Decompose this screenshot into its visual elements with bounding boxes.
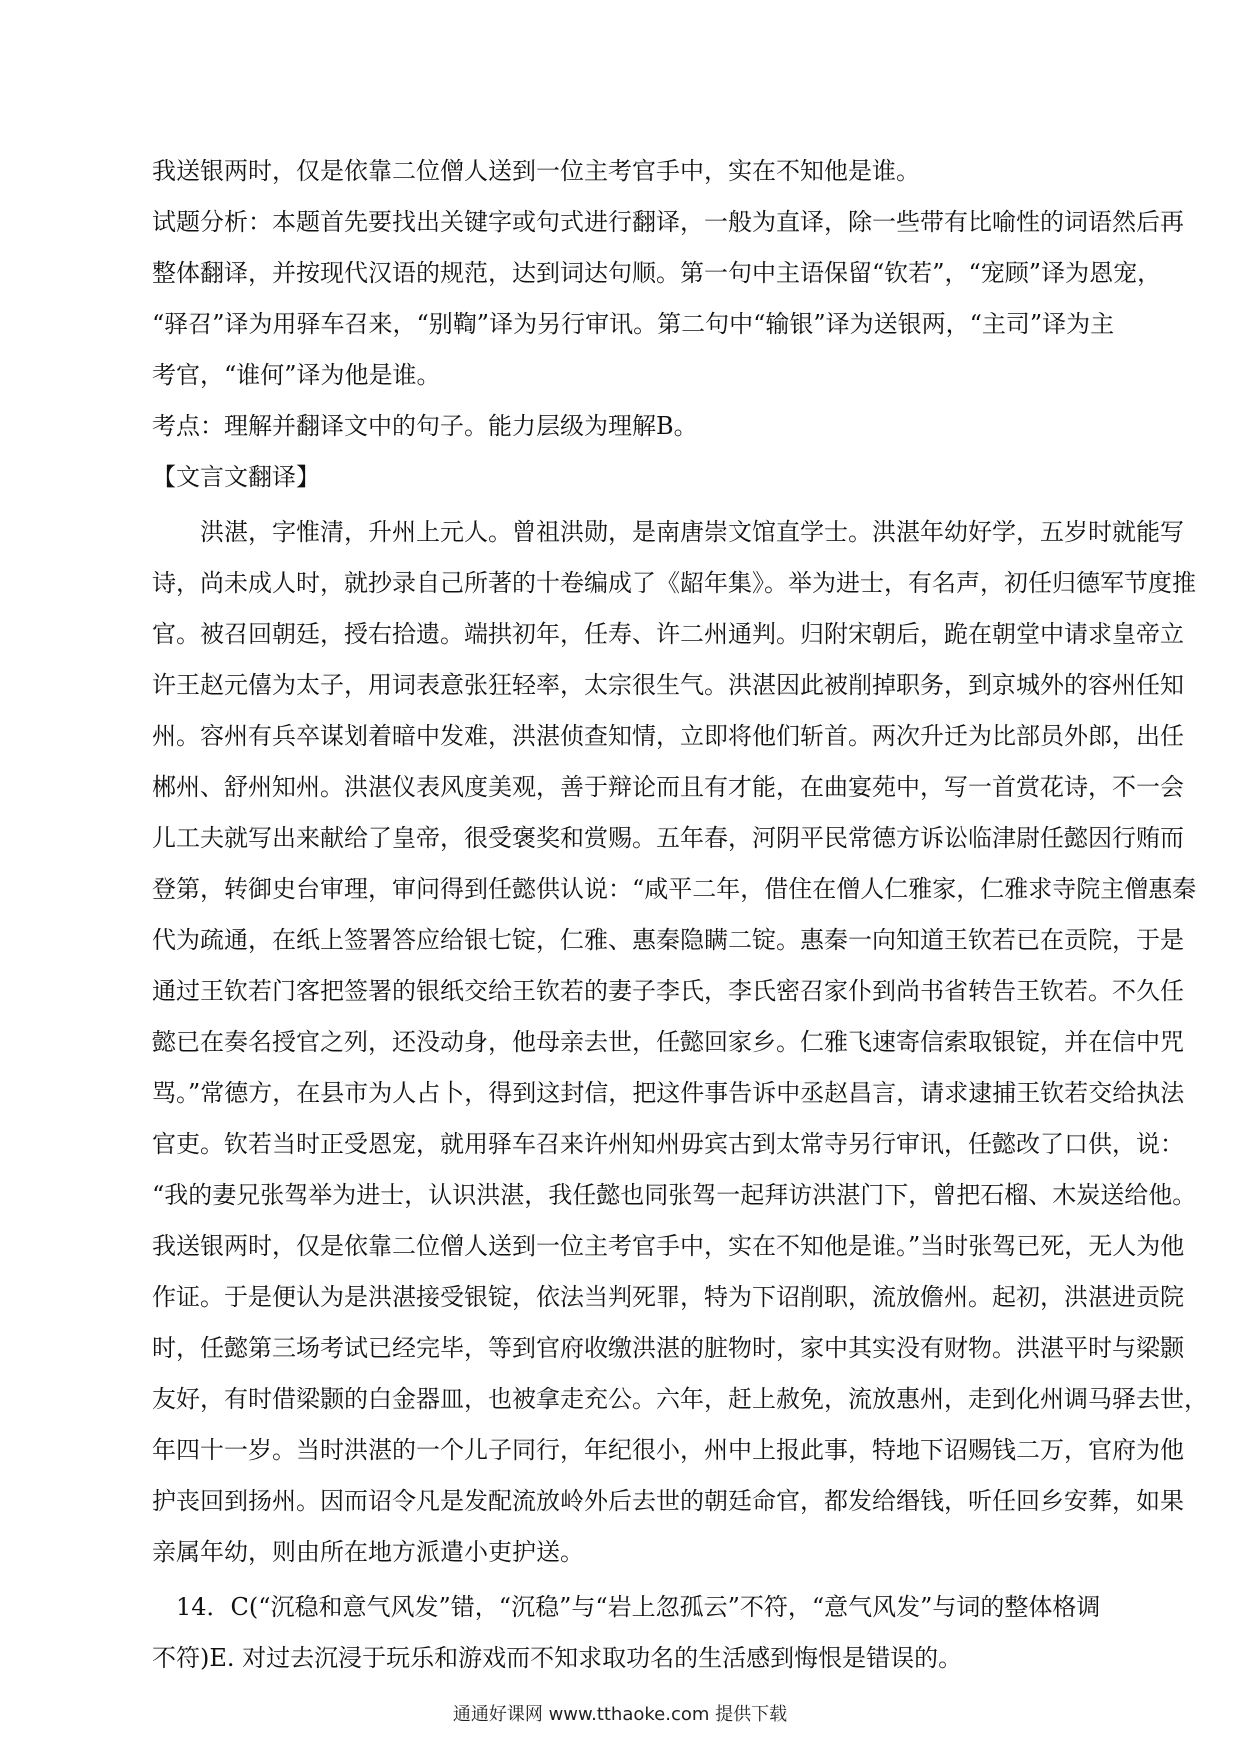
text-line: 我送银两时，仅是依靠二位僧人送到一位主考官手中，实在不知他是谁。”当时张驾已死，无人为他 (152, 1232, 1185, 1260)
text-line: 懿已在奏名授官之列，还没动身，他母亲去世，任懿回家乡。仁雅飞速寄信索取银锭，并在信中咒 (152, 1028, 1184, 1056)
text-line: 骂。”常德方，在县市为人占卜，得到这封信，把这件事告诉中丞赵昌言，请求逮捕王钦若交给执法 (152, 1079, 1185, 1107)
text-line: 护丧回到扬州。因而诏令凡是发配流放岭外后去世的朝廷命官，都发给缗钱，听任回乡安葬，如果 (152, 1487, 1184, 1515)
text-line: 【文言文翻译】 (152, 463, 320, 491)
text-line: “我的妻兄张驾举为进士，认识洪湛，我任懿也同张驾一起拜访洪湛门下，曾把石榴、木炭送给他。 (152, 1181, 1197, 1209)
text-line: 州。容州有兵卒谋划着暗中发难，洪湛侦查知情，立即将他们斩首。两次升迁为比部员外郎，出任 (152, 722, 1184, 750)
text-line: 洪湛，字惟清，升州上元人。曾祖洪勋，是南唐崇文馆直学士。洪湛年幼好学，五岁时就能写 (152, 518, 1184, 546)
text-line: 友好，有时借梁颢的白金器皿，也被拿走充公。六年，赶上赦免，流放惠州，走到化州调马驿去世， (152, 1385, 1208, 1413)
text-line: 诗，尚未成人时，就抄录自己所著的十卷编成了《龆年集》。举为进士，有名声，初任归德军节度推 (152, 569, 1196, 597)
page-footer: 通通好课网 www.tthaoke.com 提供下载 (452, 1704, 788, 1725)
text-line: 代为疏通，在纸上签署答应给银七锭，仁雅、惠秦隐瞒二锭。惠秦一向知道王钦若已在贡院，于是 (152, 926, 1184, 954)
text-line: 官吏。钦若当时正受恩宠，就用驿车召来许州知州毋宾古到太常寺另行审讯，任懿改了口供，说： (152, 1130, 1184, 1158)
text-line: 时，任懿第三场考试已经完毕，等到官府收缴洪湛的脏物时，家中其实没有财物。洪湛平时与梁颢 (152, 1334, 1184, 1362)
text-line: “驿召”译为用驿车召来，“别鞫”译为另行审讯。第二句中“输银”译为送银两，“主司”译为主 (152, 310, 1115, 338)
text-line: 不符)E. 对过去沉浸于玩乐和游戏而不知求取功名的生活感到悔恨是错误的。 (152, 1644, 963, 1672)
text-line: 年四十一岁。当时洪湛的一个儿子同行，年纪很小，州中上报此事，特地下诏赐钱二万，官府为他 (152, 1436, 1184, 1464)
text-line: 14．C(“沉稳和意气风发”错，“沉稳”与“岩上忽孤云”不符，“意气风发”与词的整体格调 (152, 1593, 1101, 1621)
text-line: 考官，“谁何”译为他是谁。 (152, 361, 441, 389)
text-line: 登第，转御史台审理，审问得到任懿供认说：“咸平二年，借住在僧人仁雅家，仁雅求寺院主僧惠秦 (152, 875, 1197, 903)
text-line: 我送银两时，仅是依靠二位僧人送到一位主考官手中，实在不知他是谁。 (152, 157, 920, 185)
text-line: 考点：理解并翻译文中的句子。能力层级为理解B。 (152, 412, 698, 440)
text-line: 作证。于是便认为是洪湛接受银锭，依法当判死罪，特为下诏削职，流放儋州。起初，洪湛进贡院 (152, 1283, 1184, 1311)
text-line: 试题分析：本题首先要找出关键字或句式进行翻译，一般为直译，除一些带有比喻性的词语然后再 (152, 208, 1184, 236)
text-line: 儿工夫就写出来献给了皇帝，很受褒奖和赏赐。五年春，河阴平民常德方诉讼临津尉任懿因行贿而 (152, 824, 1184, 852)
text-line: 郴州、舒州知州。洪湛仪表风度美观，善于辩论而且有才能，在曲宴苑中，写一首赏花诗，不一会 (152, 773, 1184, 801)
text-line: 许王赵元僖为太子，用词表意张狂轻率，太宗很生气。洪湛因此被削掉职务，到京城外的容州任知 (152, 671, 1184, 699)
text-line: 官。被召回朝廷，授右拾遗。端拱初年，任寿、许二州通判。归附宋朝后，跪在朝堂中请求皇帝立 (152, 620, 1184, 648)
text-line: 通过王钦若门客把签署的银纸交给王钦若的妻子李氏，李氏密召家仆到尚书省转告王钦若。不久任 (152, 977, 1184, 1005)
text-line: 亲属年幼，则由所在地方派遣小吏护送。 (152, 1538, 584, 1566)
text-line: 整体翻译，并按现代汉语的规范，达到词达句顺。第一句中主语保留“钦若”，“宠顾”译为恩宠， (152, 259, 1162, 287)
